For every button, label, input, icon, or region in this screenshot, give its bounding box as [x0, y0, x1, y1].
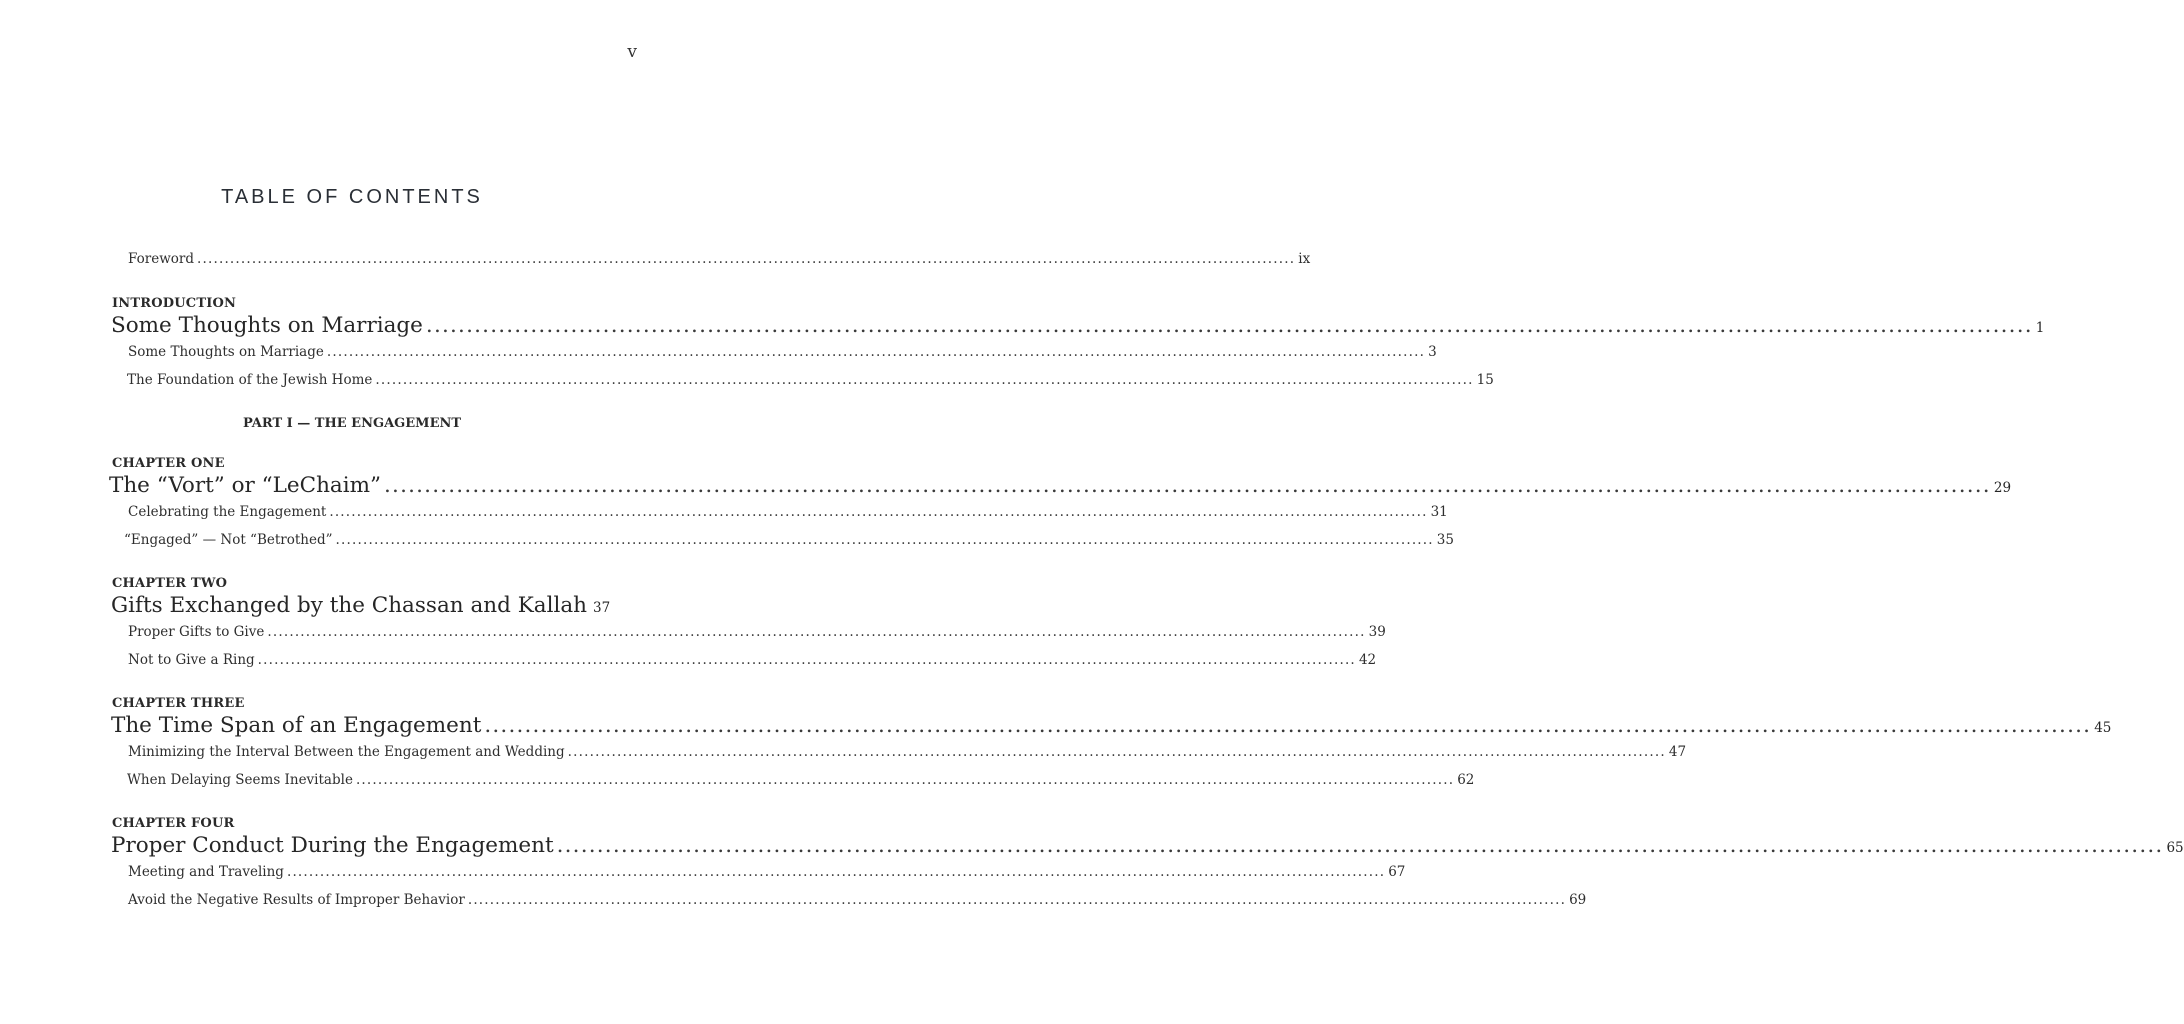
section-heading-chapter-one: CHAPTER ONE: [112, 456, 225, 471]
toc-main-label: The “Vort” or “LeChaim”: [109, 473, 381, 498]
dot-leader: ........................................................................................................................................................................................................: [335, 532, 1434, 548]
toc-main-entry[interactable]: [111, 713, 2112, 738]
toc-entry[interactable]: [128, 504, 1448, 520]
toc-main-entry[interactable]: [109, 473, 2012, 498]
toc-main-page: 1: [2035, 320, 2045, 336]
toc-entry-label: Foreword: [128, 251, 194, 267]
dot-leader: ........................................................................................................................................................................................................: [355, 772, 1455, 788]
toc-entry[interactable]: [128, 652, 1377, 668]
toc-entry-page: 35: [1436, 532, 1454, 548]
toc-entry-foreword[interactable]: [128, 251, 1311, 267]
toc-main-label: Some Thoughts on Marriage: [111, 313, 423, 338]
dot-leader: ........................................................................................................................................................................................................: [329, 504, 1428, 520]
toc-entry-label: Celebrating the Engagement: [128, 504, 327, 520]
page-title: TABLE OF CONTENTS: [221, 186, 483, 208]
toc-entry[interactable]: [124, 532, 1454, 548]
toc-entry-page: 62: [1457, 772, 1475, 788]
toc-entry-page: 69: [1569, 892, 1587, 908]
toc-main-entry[interactable]: [111, 313, 2045, 338]
dot-leader: ........................................................................................................................................................................................................: [567, 744, 1666, 760]
toc-entry-label: Proper Gifts to Give: [128, 624, 265, 640]
toc-entry-label: The Foundation of the Jewish Home: [127, 372, 373, 388]
toc-main-page: 29: [1993, 480, 2012, 496]
toc-entry[interactable]: [128, 744, 1687, 760]
section-heading-chapter-four: CHAPTER FOUR: [112, 816, 235, 831]
toc-entry-page: 47: [1668, 744, 1687, 760]
toc-entry-label: Some Thoughts on Marriage: [128, 344, 324, 360]
toc-entry[interactable]: [128, 624, 1386, 640]
toc-entry-label: Not to Give a Ring: [128, 652, 255, 668]
dot-leader: ........................................................................................................................................................................................................: [484, 713, 2092, 738]
toc-entry-label: When Delaying Seems Inevitable: [127, 772, 353, 788]
toc-entry-page: ix: [1298, 251, 1311, 267]
toc-entry-page: 15: [1476, 372, 1494, 388]
toc-entry[interactable]: [128, 892, 1587, 908]
toc-entry-page: 67: [1388, 864, 1406, 880]
dot-leader: ........................................................................................................................................................................................................: [375, 372, 1474, 388]
toc-main-label: Proper Conduct During the Engagement: [111, 833, 554, 858]
part-heading: PART I — THE ENGAGEMENT: [242, 416, 462, 431]
dot-leader: ........................................................................................................................................................................................................: [196, 251, 1296, 267]
dot-leader: ........................................................................................................................................................................................................: [326, 344, 1426, 360]
toc-entry-page: 31: [1430, 504, 1448, 520]
toc-entry[interactable]: [128, 864, 1406, 880]
section-heading-chapter-two: CHAPTER TWO: [112, 576, 228, 591]
toc-entry-label: Minimizing the Interval Between the Engagement and Wedding: [128, 744, 565, 760]
toc-main-page: 65: [2166, 840, 2184, 856]
toc-main-page: 45: [2094, 720, 2112, 736]
toc-main-entry[interactable]: [111, 593, 611, 618]
toc-entry-label: “Engaged” — Not “Betrothed”: [124, 532, 333, 548]
toc-entry[interactable]: [127, 372, 1494, 388]
toc-entry-page: 39: [1368, 624, 1386, 640]
dot-leader: ........................................................................................................................................................................................................: [556, 833, 2164, 858]
page-number: v: [627, 42, 637, 62]
toc-main-page: 37: [593, 600, 611, 616]
toc-main-label: Gifts Exchanged by the Chassan and Kallah: [111, 593, 588, 618]
dot-leader: ........................................................................................................................................................................................................: [467, 892, 1567, 908]
toc-entry[interactable]: [128, 344, 1437, 360]
toc-entry-page: 3: [1428, 344, 1437, 360]
toc-entry-page: 42: [1358, 652, 1377, 668]
toc-entry-label: Meeting and Traveling: [128, 864, 284, 880]
toc-main-entry[interactable]: [111, 833, 2184, 858]
dot-leader: ........................................................................................................................................................................................................: [286, 864, 1386, 880]
toc-main-label: The Time Span of an Engagement: [111, 713, 482, 738]
toc-entry[interactable]: [127, 772, 1475, 788]
section-heading-introduction: INTRODUCTION: [112, 296, 237, 311]
dot-leader: ........................................................................................................................................................................................................: [384, 473, 1991, 498]
dot-leader: ........................................................................................................................................................................................................: [267, 624, 1366, 640]
dot-leader: ........................................................................................................................................................................................................: [257, 652, 1356, 668]
dot-leader: ........................................................................................................................................................................................................: [425, 313, 2033, 338]
section-heading-chapter-three: CHAPTER THREE: [112, 696, 245, 711]
toc-entry-label: Avoid the Negative Results of Improper Behavior: [128, 892, 465, 908]
